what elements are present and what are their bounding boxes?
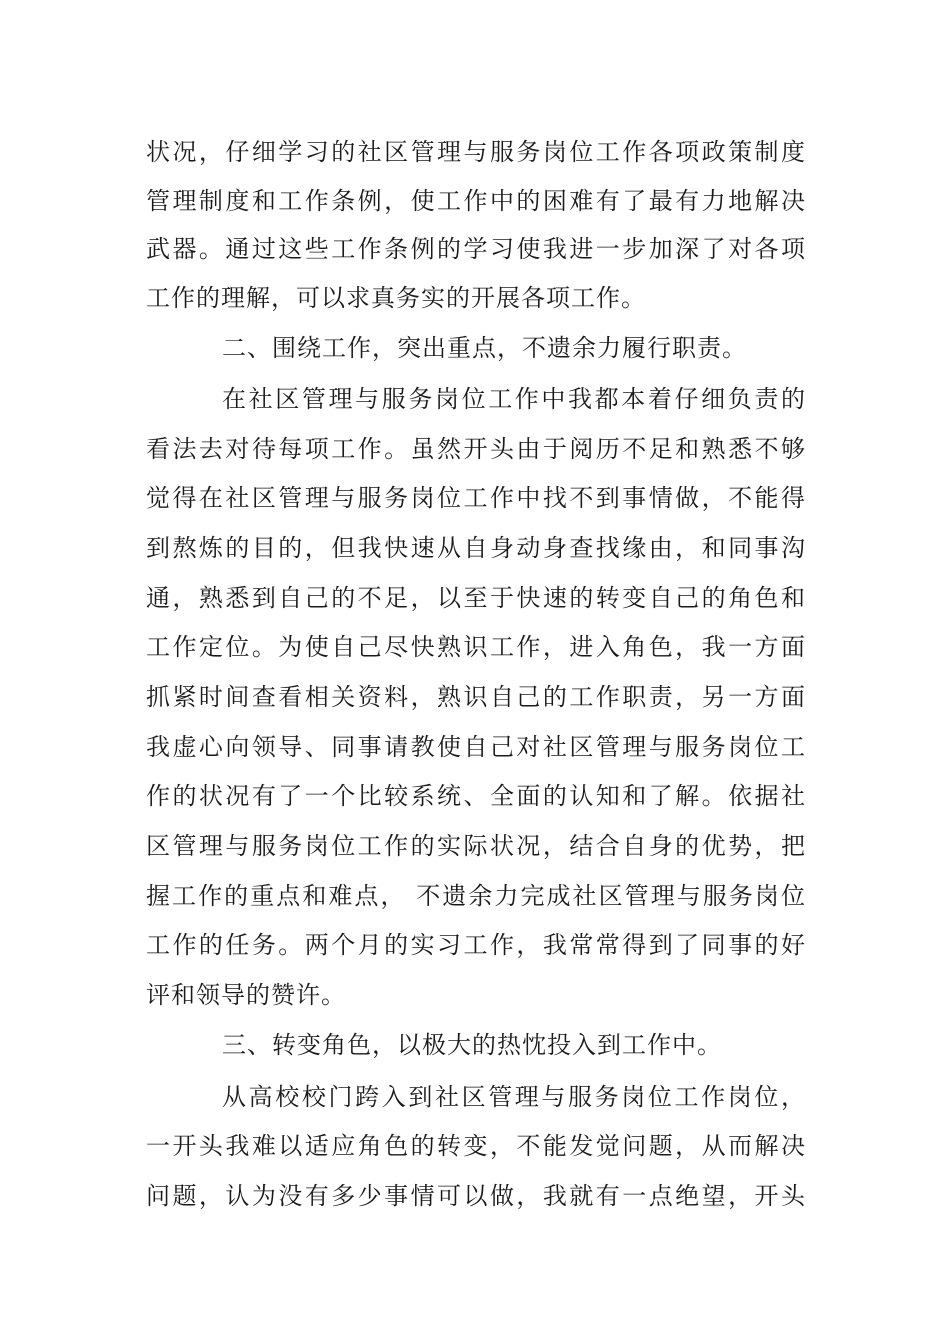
section-heading: 三、转变角色，以极大的热忱投入到工作中。 xyxy=(222,1031,722,1059)
text-line: 觉得在社区管理与服务岗位工作中找不到事情做，不能得 xyxy=(146,484,806,512)
text-line: 通，熟悉到自己的不足，以至于快速的转变自己的角色和 xyxy=(146,584,806,612)
text-line: 工作的任务。两个月的实习工作，我常常得到了同事的好 xyxy=(146,931,806,959)
text-line: 区管理与服务岗位工作的实际状况，结合自身的优势，把 xyxy=(146,832,806,860)
text-line: 评和领导的赞许。 xyxy=(146,981,346,1009)
text-line: 作的状况有了一个比较系统、全面的认知和了解。依据社 xyxy=(146,782,806,810)
text-line: 管理制度和工作条例，使工作中的困难有了最有力地解决 xyxy=(146,187,806,215)
text-line: 看法去对待每项工作。虽然开头由于阅历不足和熟悉不够 xyxy=(146,435,806,463)
text-line: 工作定位。为使自己尽快熟识工作，进入角色，我一方面 xyxy=(146,633,806,661)
text-line: 到熬炼的目的，但我快速从自身动身查找缘由，和同事沟 xyxy=(146,534,806,562)
text-line: 握工作的重点和难点， 不遗余力完成社区管理与服务岗位 xyxy=(146,882,806,910)
text-line: 武器。通过这些工作条例的学习使我进一步加深了对各项 xyxy=(146,235,806,263)
text-line: 问题，认为没有多少事情可以做，我就有一点绝望，开头 xyxy=(146,1182,806,1210)
text-line: 一开头我难以适应角色的转变，不能发觉问题，从而解决 xyxy=(146,1132,806,1160)
text-line: 抓紧时间查看相关资料，熟识自己的工作职责，另一方面 xyxy=(146,683,806,711)
text-line: 工作的理解，可以求真务实的开展各项工作。 xyxy=(146,284,646,312)
paragraph-first-line: 从高校校门跨入到社区管理与服务岗位工作岗位， xyxy=(222,1083,806,1111)
section-heading: 二、围绕工作，突出重点，不遗余力履行职责。 xyxy=(222,334,747,362)
text-line: 我虚心向领导、同事请教使自己对社区管理与服务岗位工 xyxy=(146,733,806,761)
text-line: 状况，仔细学习的社区管理与服务岗位工作各项政策制度 xyxy=(146,138,806,166)
paragraph-first-line: 在社区管理与服务岗位工作中我都本着仔细负责的 xyxy=(222,385,806,413)
